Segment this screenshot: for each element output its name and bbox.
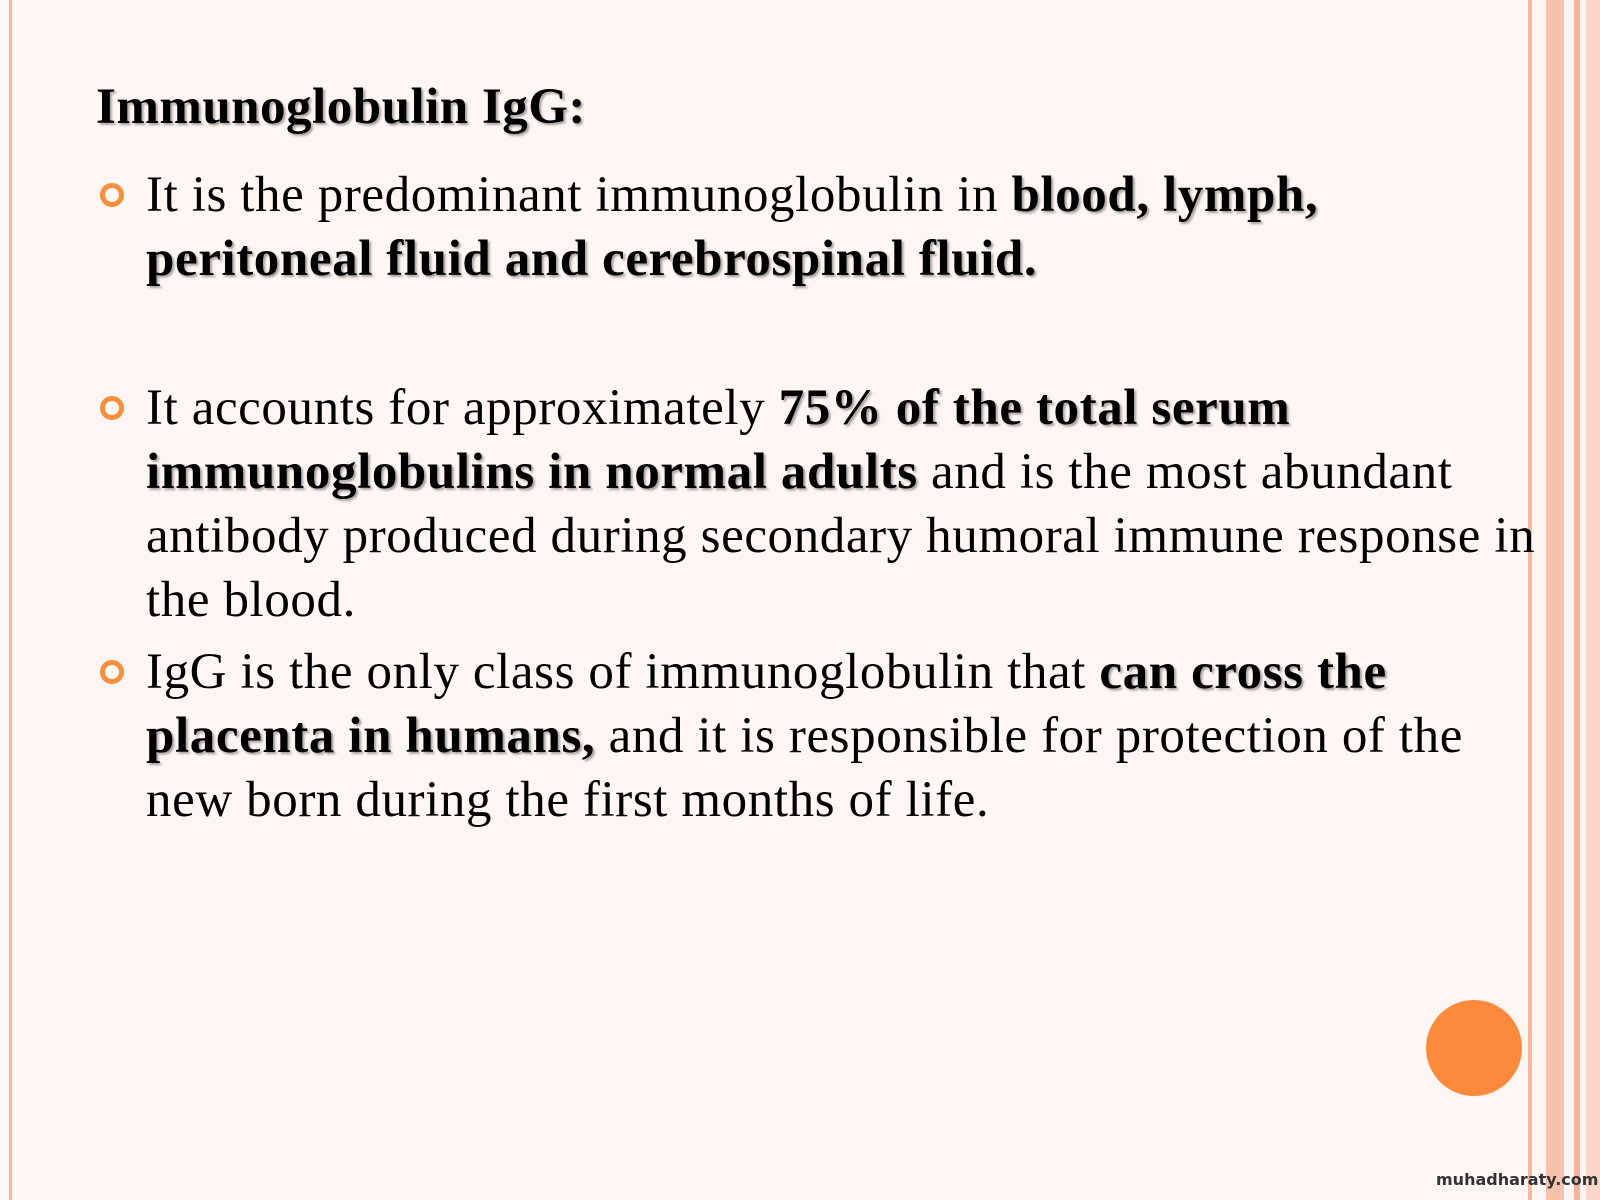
- left-frame-line: [9, 0, 12, 1200]
- bullet-text: [146, 163, 1536, 291]
- bullet-ring-icon: [100, 183, 124, 207]
- bullet-ring-icon: [100, 660, 124, 684]
- bullet-ring-icon: [100, 396, 124, 420]
- bullet-text-bold: can cross the placenta in humans,: [146, 644, 1387, 764]
- slide-title: Immunoglobulin IgG:: [96, 79, 586, 135]
- watermark: muhadharaty.com: [1436, 1170, 1599, 1189]
- bullet-text-segment: IgG is the only class of immunoglobulin that: [146, 644, 1100, 700]
- bullet-text-segment: and it is responsible for protection of the new born during the first months of life.: [146, 708, 1463, 828]
- decorative-circle: [1426, 1000, 1522, 1096]
- bullet-text-bold: blood, lymph, peritoneal fluid and cerebrospinal fluid.: [146, 167, 1319, 287]
- bullet-text: [146, 376, 1536, 632]
- right-frame-edge: [1574, 0, 1580, 1200]
- bullet-text-segment: and is the most abundant antibody produced during secondary humoral immune response in the blood.: [146, 444, 1536, 628]
- bullet-text-segment: It accounts for approximately: [146, 380, 779, 436]
- bullet-text-bold: 75% of the total serum immunoglobulins in normal adults: [146, 380, 1291, 500]
- bullet-text: [146, 640, 1536, 832]
- bullet-text-segment: It is the predominant immunoglobulin in: [146, 167, 1012, 223]
- right-frame-outer: [1586, 0, 1600, 1200]
- right-frame-band: [1546, 0, 1564, 1200]
